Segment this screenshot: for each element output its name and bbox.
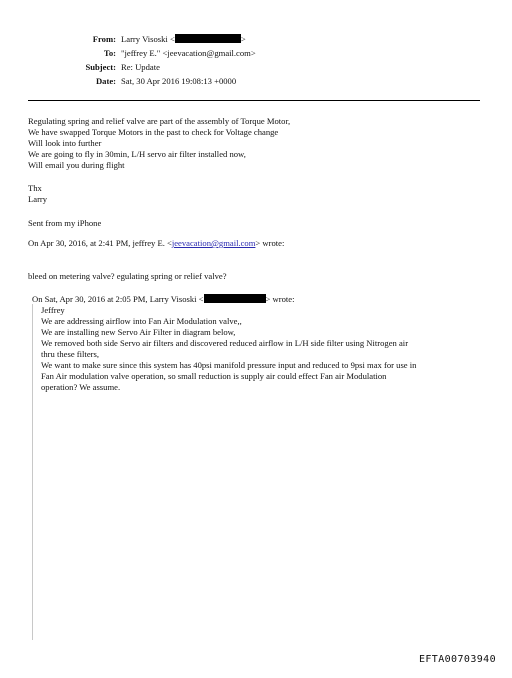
quote-bar	[32, 304, 33, 640]
signoff-line: Larry	[28, 194, 48, 204]
body-line: We have swapped Torque Motors in the past to check for Voltage change	[28, 127, 279, 137]
subject-label: Subject:	[85, 62, 116, 72]
subject-value: Re: Update	[121, 62, 160, 72]
body-line: We are going to fly in 30min, L/H servo air filter installed now,	[28, 149, 246, 159]
quote2-prefix: On Sat, Apr 30, 2016 at 2:05 PM, Larry Visoski <	[32, 294, 204, 304]
quoted-line: operation? We assume.	[41, 382, 121, 392]
quote-attribution-1	[28, 238, 284, 249]
quoted-line: We removed both side Servo air filters and discovered reduced airflow in L/H side filter using Nitrogen air	[41, 338, 409, 348]
body-line: Regulating spring and relief valve are part of the assembly of Torque Motor,	[28, 116, 291, 126]
header-subject	[0, 61, 512, 73]
header-date	[0, 75, 512, 87]
header-to	[0, 47, 512, 59]
quoted-question: bleed on metering valve? egulating spring or relief valve?	[28, 271, 227, 281]
quoted-line: Fan Air modulation valve operation, so small reduction is supply air could effect Fan air Modulation	[41, 371, 387, 381]
quote-attribution-2	[32, 294, 294, 305]
email-link[interactable]: jeevacation@gmail.com	[171, 238, 256, 248]
from-name: Larry Visoski <	[121, 34, 175, 44]
quote2-suffix: > wrote:	[265, 294, 295, 304]
quoted-line: We are installing new Servo Air Filter in diagram below,	[41, 327, 236, 337]
from-label: From:	[92, 34, 116, 44]
to-value: "jeffrey E." <jeevacation@gmail.com>	[121, 48, 256, 58]
body-line: Will look into further	[28, 138, 102, 148]
sent-from: Sent from my iPhone	[28, 218, 102, 228]
to-label: To:	[103, 48, 116, 58]
from-value	[121, 33, 246, 45]
quote1-prefix: On Apr 30, 2016, at 2:41 PM, jeffrey E. <	[28, 238, 172, 248]
redaction-bar	[204, 294, 266, 303]
quoted-line: thru these filters,	[41, 349, 99, 359]
redaction-bar	[175, 34, 241, 43]
header-divider	[28, 100, 480, 101]
quoted-line: Jeffrey	[41, 305, 65, 315]
document-id: EFTA00703940	[418, 654, 496, 665]
signoff-line: Thx	[28, 183, 42, 193]
quoted-line: We want to make sure since this system has 40psi manifold pressure input and reduced to 9psi max for use in	[41, 360, 417, 370]
date-value: Sat, 30 Apr 2016 19:08:13 +0000	[121, 76, 237, 86]
from-close: >	[240, 34, 246, 44]
quoted-line: We are addressing airflow into Fan Air Modulation valve,,	[41, 316, 242, 326]
body-line: Will email you during flight	[28, 160, 125, 170]
quote1-suffix: > wrote:	[255, 238, 285, 248]
header-from	[0, 33, 512, 45]
date-label: Date:	[95, 76, 116, 86]
